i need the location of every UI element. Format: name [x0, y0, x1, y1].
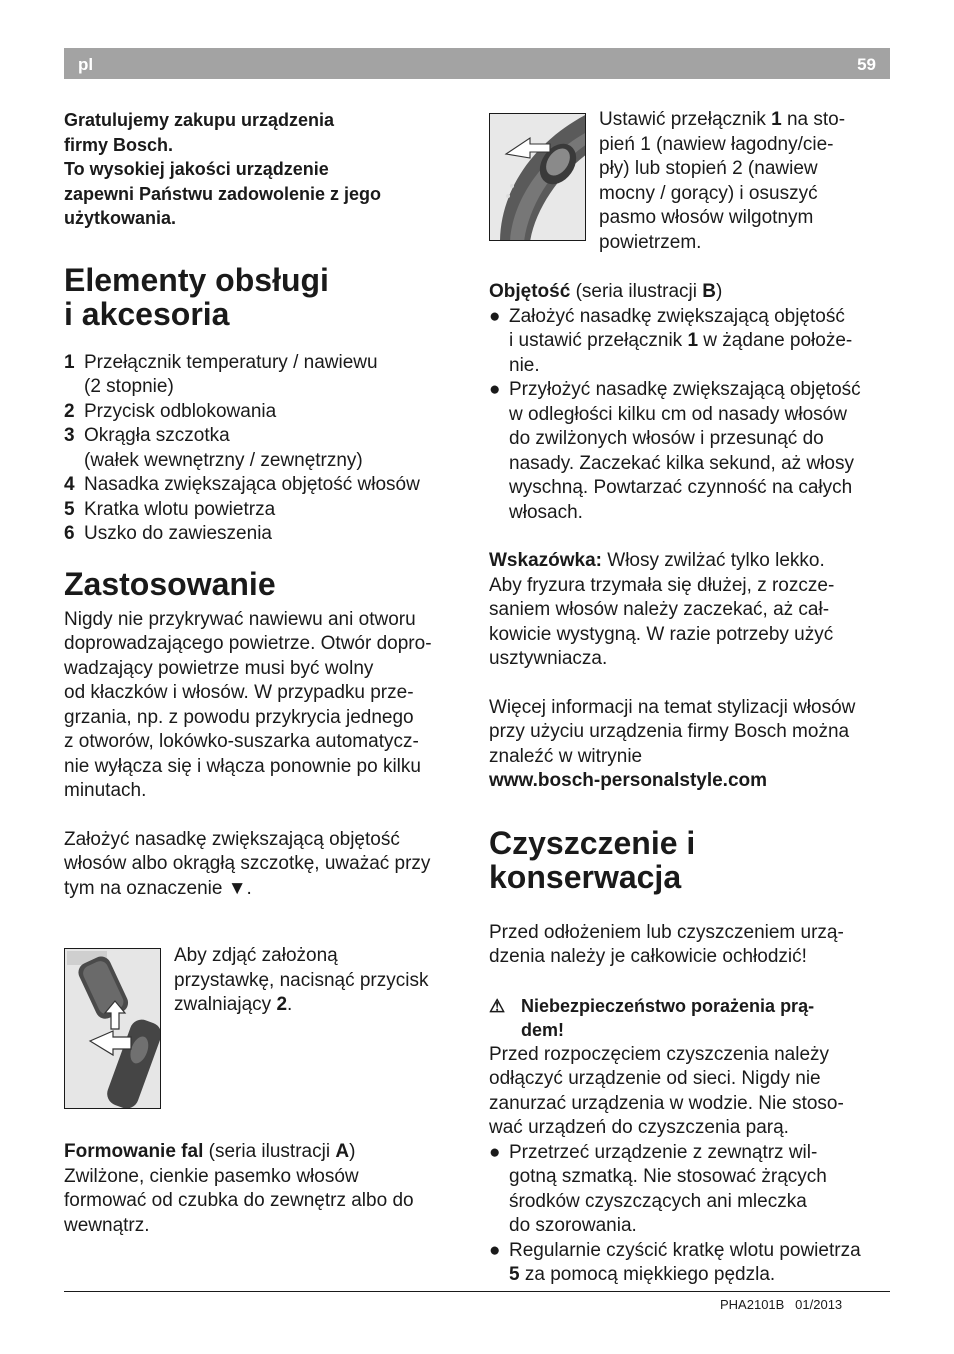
part-number: 1 [687, 330, 699, 351]
text-line: Aby zdjąć założoną [174, 945, 338, 966]
text-run: ) [349, 1141, 356, 1162]
text-run: gotną szmatką. Nie stosować żrących [509, 1166, 827, 1187]
switch-setting-icon [490, 114, 586, 241]
page-header [64, 48, 890, 79]
text-run: Ustawić przełącznik [599, 109, 772, 130]
text-run: Włosy zwilżać tylko lekko. [601, 550, 825, 571]
text-line: doprowadzającego powietrze. Otwór dopro- [64, 633, 432, 654]
intro-line: zapewni Państwu zadowolenie z jego [64, 183, 382, 204]
text-line: Nigdy nie przykrywać nawiewu ani otworu [64, 608, 416, 630]
intro-text [64, 108, 464, 231]
remove-attachment-illustration [64, 948, 161, 1109]
item-text: Uszko do zawieszenia [84, 523, 272, 544]
text-line: przystawkę, nacisnąć przycisk [174, 969, 429, 991]
heading-controls [64, 263, 464, 331]
website-link[interactable]: www.bosch-personalstyle.com [489, 770, 768, 791]
text-line: mocny / gorący) i osuszyć [599, 182, 818, 204]
text-run: Regularnie czyścić kratkę wlotu powietrza [509, 1239, 861, 1261]
remove-attachment-text [174, 944, 464, 1018]
text-line [489, 549, 889, 574]
series-letter: A [335, 1141, 350, 1162]
text-line: Więcej informacji na temat stylizacji włosów [489, 696, 856, 718]
tip-paragraph [489, 549, 889, 672]
attach-paragraph [64, 828, 464, 902]
switch-illustration [489, 113, 586, 241]
heading-line: Elementy obsługi [64, 261, 329, 298]
part-number: 5 [509, 1264, 520, 1285]
intro-line: Gratulujemy zakupu urządzenia [64, 110, 335, 130]
text-run: zwalniający [174, 994, 277, 1015]
item-number: 2 [64, 400, 75, 422]
bullet-icon: ● [489, 1141, 501, 1163]
text-line: Założyć nasadkę zwiększającą objętość [64, 828, 400, 850]
heading-cleaning [489, 826, 889, 894]
item-text: Przycisk odblokowania [84, 400, 277, 422]
text-line: wewnątrz. [64, 1214, 150, 1236]
text-run: nasady. Zaczekać kilka sekund, aż włosy [509, 452, 854, 474]
text-run: w żądane położe- [698, 330, 853, 351]
text-run: środków czyszczących ani mleczka [509, 1190, 807, 1212]
switch-text [599, 108, 889, 255]
text-line: usztywniacza. [489, 648, 608, 669]
text-line: z otworów, lokówko-suszarka automatycz- [64, 731, 419, 752]
text-line: Przed odłożeniem lub czyszczeniem urzą- [489, 921, 844, 943]
item-number: 4 [64, 474, 75, 495]
bullet-icon: ● [489, 305, 501, 327]
right-column [489, 280, 889, 1288]
list-item [64, 473, 464, 498]
text-line: minutach. [64, 780, 147, 801]
item-text: Kratka wlotu powietrza [84, 498, 276, 520]
list-item [64, 498, 464, 523]
page-number: 59 [857, 55, 876, 74]
tip-label: Wskazówka: [489, 550, 602, 571]
item-text: (wałek wewnętrzny / zewnętrzny) [84, 449, 363, 471]
text-run: wyschną. Powtarzać czynność na całych [509, 477, 853, 498]
intro-line: To wysokiej jakości urządzenie [64, 159, 329, 179]
text-line: grzania, np. z powodu przykrycia jednego [64, 706, 414, 728]
item-text: Okrągła szczotka [84, 425, 230, 446]
item-text: Nasadka zwiększająca objętość włosów [84, 474, 420, 495]
cooling-paragraph [489, 921, 889, 970]
text-run: Przetrzeć urządzenie z zewnątrz wil- [509, 1141, 818, 1163]
text-run: ) [716, 281, 723, 302]
left-column [64, 108, 464, 901]
text-line: nie wyłącza się i włącza ponownie po kilku [64, 755, 421, 777]
text-run: na sto- [781, 109, 846, 130]
heading-line: konserwacja [489, 858, 682, 895]
text-line: tym na oznaczenie ▼. [64, 877, 252, 899]
text-line: pły) lub stopień 2 (nawiew [599, 158, 818, 179]
item-number: 3 [64, 425, 75, 446]
language-code: pl [78, 55, 94, 74]
item-text: (2 stopnie) [84, 376, 174, 397]
text-run: (seria ilustracji [203, 1141, 336, 1162]
item-text: Przełącznik temperatury / nawiewu [84, 351, 378, 373]
part-number: 2 [276, 994, 288, 1015]
series-letter: B [702, 281, 717, 302]
text-line: dzenia należy je całkowicie ochłodzić! [489, 946, 807, 967]
intro-line: użytkowania. [64, 208, 177, 228]
text-line: Aby fryzura trzymała się dłużej, z rozcze- [489, 574, 835, 596]
footer-divider [64, 1291, 890, 1292]
list-item [64, 351, 464, 400]
bullet-item [489, 1141, 889, 1239]
warning-icon: ⚠ [489, 995, 506, 1016]
text-line: kowicie wystygną. W razie potrzeby użyć [489, 623, 834, 645]
text-line: formować od czubka do zewnętrz albo do [64, 1190, 414, 1211]
text-run: do zwilżonych włosów i przesunąć do [509, 428, 824, 449]
text-line: Przed rozpoczęciem czyszczenia należy [489, 1043, 830, 1065]
text-line: zanurzać urządzenia w wodzie. Nie stoso- [489, 1092, 844, 1114]
intro-line: firmy Bosch. [64, 134, 174, 155]
parts-list [64, 351, 464, 547]
text-line: pasmo włosów wilgotnym [599, 207, 814, 228]
text-run: Założyć nasadkę zwiększającą objętość [509, 305, 845, 327]
part-number: 1 [771, 109, 782, 130]
waves-heading [64, 1140, 464, 1165]
text-line: włosów albo okrągłą szczotkę, uważać przy [64, 853, 431, 874]
text-run: włosach. [509, 501, 583, 523]
list-item [64, 424, 464, 473]
device-release-icon [65, 949, 161, 1109]
text-run: Przyłożyć nasadkę zwiększającą objętość [509, 379, 861, 400]
item-number: 1 [64, 351, 75, 373]
bullet-item [489, 305, 889, 379]
heading-line: Czyszczenie i [489, 824, 696, 861]
list-item [64, 522, 464, 547]
text-line: znaleźć w witrynie [489, 745, 643, 767]
text-line [599, 108, 889, 133]
volume-title: Objętość [489, 281, 571, 302]
text-line: pień 1 (nawiew łagodny/cie- [599, 133, 834, 155]
list-item [64, 400, 464, 425]
warning-text: dem! [521, 1020, 565, 1040]
text-run: (seria ilustracji [570, 281, 703, 302]
bullet-item [489, 1239, 889, 1288]
item-number: 5 [64, 498, 75, 520]
waves-section [64, 1140, 464, 1238]
heading-line: i akcesoria [64, 295, 230, 332]
text-line [174, 993, 464, 1018]
more-info-paragraph [489, 696, 889, 794]
text-line: powietrzem. [599, 231, 702, 253]
text-line: odłączyć urządzenie od sieci. Nigdy nie [489, 1068, 821, 1089]
text-line: od kłaczków i włosów. W przypadku prze- [64, 682, 414, 703]
bullet-item [489, 378, 889, 525]
text-run: w odległości kilku cm od nasady włosów [509, 403, 847, 425]
text-run: za pomocą miękkiego pędzla. [519, 1264, 776, 1285]
text-line: wać urządzeń do czyszczenia parą. [489, 1117, 789, 1138]
warning-text: Niebezpieczeństwo porażenia prą- [521, 995, 815, 1016]
waves-title: Formowanie fal [64, 1141, 204, 1162]
bullet-icon: ● [489, 379, 501, 400]
text-run: nie. [509, 354, 540, 376]
text-line: wadzający powietrze musi być wolny [64, 657, 374, 679]
unplug-paragraph [489, 1043, 889, 1141]
usage-paragraph [64, 608, 464, 804]
heading-usage: Zastosowanie [64, 565, 276, 602]
volume-heading [489, 280, 889, 305]
item-number: 6 [64, 523, 75, 544]
warning-heading [489, 994, 889, 1043]
text-run: i ustawić przełącznik [509, 330, 688, 351]
text-line: przy użyciu urządzenia firmy Bosch można [489, 721, 850, 742]
bullet-icon: ● [489, 1239, 501, 1261]
text-line: saniem włosów należy zaczekać, aż cał- [489, 599, 830, 620]
text-run: do szorowania. [509, 1215, 637, 1236]
document-code: PHA2101B 01/2013 [720, 1297, 843, 1312]
text-run: . [287, 994, 293, 1015]
text-line: Zwilżone, cienkie pasemko włosów [64, 1165, 359, 1187]
